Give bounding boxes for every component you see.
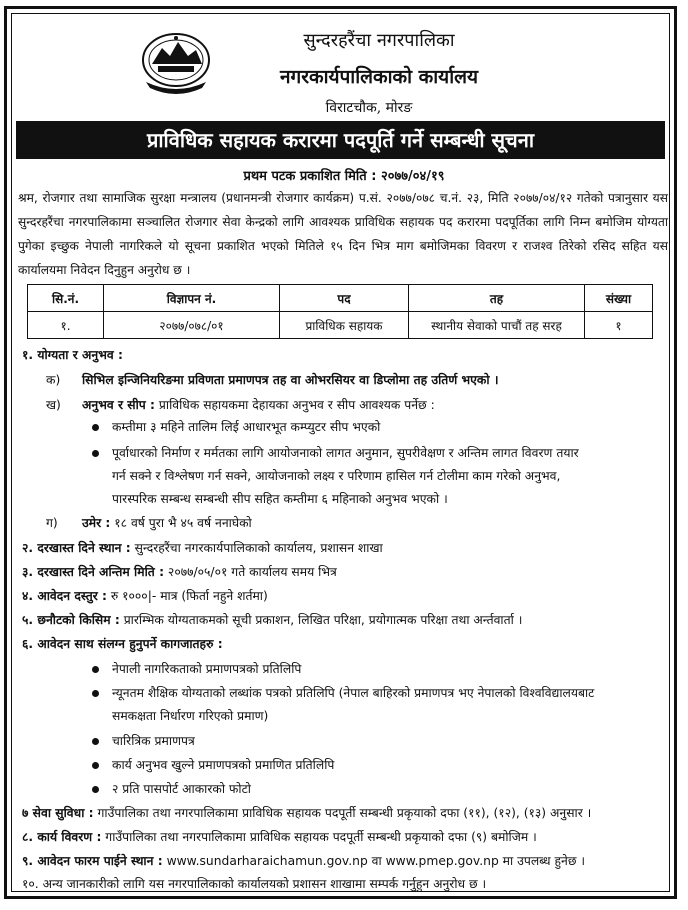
table-header: सि.नं. [28,285,104,312]
section-10: १०. अन्य जानकारीको लागि यस नगरपालिकाको कार्यालयको प्रशासन शाखामा सम्पर्क गर्नुहुन अनुरोध छ । [22,877,487,891]
section-1-title: १. योग्यता र अनुभव : [22,348,123,362]
vacancy-table [27,284,653,339]
bullet-line: समकक्षता निर्धारण गरिएको प्रमाण) [112,709,269,723]
bullet-icon [92,738,99,745]
document-item: कार्य अनुभव खुल्ने प्रमाणपत्रको प्रमाणित प्रतिलिपि [112,758,335,772]
age-title: उमेर : [82,516,111,530]
section-2-title: २. दरखास्त दिने स्थान : [22,541,131,555]
item-label: ख) [46,398,61,412]
intro-paragraph: श्रम, रोजगार तथा सामाजिक सुरक्षा मन्त्रालय (प्रधानमन्त्री रोजगार कार्यक्रम) प.सं. २०७७/०७८ च.नं. २३, मिति २०७७/०४/१२ गतेको पत्रानुसार यस सुन्दरहरैंचा नगरपालिकामा सञ्चालित रोजगार सेवा केन्द्रको लागि आवश्यक प्राविधिक सहायक पद करारमा पदपूर्तिका लागि निम्न बमोजिम योग्यता पुगेका इच्छुक नेपाली नागरिकले यो सूचना प्रकाशित भएको मितिले १५ दिन भित्र माग बमोजिमका विवरण र राजश्व तिरेको रसिद सहित यस कार्यालयमा निवेदन दिनुहुन अनुरोध छ । [18,191,668,277]
section-8-title: ८. कार्य विवरण : [22,830,102,844]
experience-bullet [112,442,652,511]
section-7-title: ७ सेवा सुविधा : [22,806,94,820]
section-9-title: ९. आवेदन फारम पाईने स्थान : [22,854,163,868]
bullet-icon [92,690,99,697]
section-3 [22,563,337,580]
bullet-icon [92,762,99,769]
bullet-line: न्यूनतम शैक्षिक योग्यताको लब्धांक पत्रको प्रतिलिपि (नेपाल बाहिरको प्रमाणपत्र भए नेपालको विश्वविद्यालयबाट [112,686,595,700]
document-item [112,682,652,728]
table-header: संख्या [585,285,653,312]
bullet-icon [92,786,99,793]
experience-title: अनुभव र सीप : [82,398,155,412]
bullet-icon [92,450,99,457]
letterhead [0,16,688,116]
section-5-title: ५. छनौटको किसिम : [22,613,120,627]
bullet-icon [92,666,99,673]
bullet-line: पारस्परिक सम्बन्ध सम्बन्धी सीप सहित कम्तीमा ६ महिनाको अनुभव भएको । [112,492,448,506]
table-cell: २०७७/०७८/०१ [104,312,280,339]
publish-date: प्रथम पटक प्रकाशित मिति : २०७७/०४/१९ [243,169,445,184]
section-9-text: www.sundarharaichamun.gov.np वा www.pmep.gov.np मा उपलब्ध हुनेछ । [166,854,586,868]
section-5 [22,611,522,628]
table-cell: १ [585,312,653,339]
bullet-icon [92,424,99,431]
item-label: ग) [46,516,58,530]
table-header: विज्ञापन नं. [104,285,280,312]
notice-title: प्राविधिक सहायक करारमा पदपूर्ति गर्ने सम्बन्धी सूचना [16,121,665,159]
section-4 [22,587,268,604]
section-7 [22,804,591,821]
experience-bullet: कम्तीमा ३ महिने तालिम लिई आधारभूत कम्प्युटर सीप भएको [112,420,381,434]
section-8 [22,828,537,845]
section-9 [22,852,585,869]
office-location: विराटचौक, मोरङ [325,100,413,116]
table-cell: १. [28,312,104,339]
qualification-text: सिभिल इन्जिनियरिङमा प्रविणता प्रमाणपत्र तह वा ओभरसियर वा डिप्लोमा तह उतिर्ण भएको । [82,373,499,387]
table-cell: प्राविधिक सहायक [280,312,409,339]
table-cell: स्थानीय सेवाको पाचौं तह सरह [409,312,585,339]
document-item: २ प्रति पासपोर्ट आकारको फोटो [112,782,251,796]
table-header-row [28,285,653,312]
age-line [82,514,252,531]
table-header: पद [280,285,409,312]
bullet-line: गर्न सक्ने र विश्लेषण गर्न सक्ने, आयोजनाको लक्ष्य र परिणाम हासिल गर्न टोलीमा काम गरेको अनुभव, [112,469,561,483]
table-row [28,312,653,339]
office-name: नगरकार्यपालिकाको कार्यालय [279,66,479,88]
section-4-title: ४. आवेदन दस्तुर : [22,589,107,603]
age-text: १८ वर्ष पुरा भै ४५ वर्ष ननाघेको [114,516,252,530]
section-3-title: ३. दरखास्त दिने अन्तिम मिति : [22,565,164,579]
section-3-text: २०७७/०५/०१ गते कार्यालय समय भित्र [167,565,337,579]
section-2 [22,539,383,556]
section-2-text: सुन्दरहरैंचा नगरकार्यपालिकाको कार्यालय, प्रशासन शाखा [134,541,383,555]
section-5-text: प्रारम्भिक योग्यताकमको सूची प्रकाशन, लिखित परिक्षा, प्रयोगात्मक परिक्षा तथा अर्न्तवार्ता । [123,613,523,627]
section-6-title: ६. आवेदन साथ संलग्न हुनुपर्ने कागजातहरु : [22,637,223,651]
document-item: चारित्रिक प्रमाणपत्र [112,734,195,748]
section-4-text: रु १०००|- मात्र (फिर्ता नहुने शर्तमा) [110,589,268,603]
table-header: तह [409,285,585,312]
municipality-name: सुन्दरहरैंचा नगरपालिका [303,30,455,51]
bullet-line: पूर्वाधारको निर्माण र मर्मतका लागि आयोजनाको लागत अनुमान, सुपरीवेक्षण र अन्तिम लागत विवरण तयार [112,446,579,460]
section-8-text: गाउँपालिका तथा नगरपालिकामा प्राविधिक सहायक पदपूर्ती सम्बन्धी प्रकृयाको दफा (९) बमोजिम । [105,830,537,844]
experience-line [82,396,435,413]
section-7-text: गाउँपालिका तथा नगरपालिकामा प्राविधिक सहायक पदपूर्ती सम्बन्धी प्रकृयाको दफा (११), (१२), (१३) अनुसार । [97,806,592,820]
experience-text: प्राविधिक सहायकमा देहायका अनुभव र सीप आवश्यक पर्नेछ : [158,398,435,412]
item-label: क) [46,373,61,387]
document-item: नेपाली नागरिकताको प्रमाणपत्रको प्रतिलिपि [112,662,302,676]
